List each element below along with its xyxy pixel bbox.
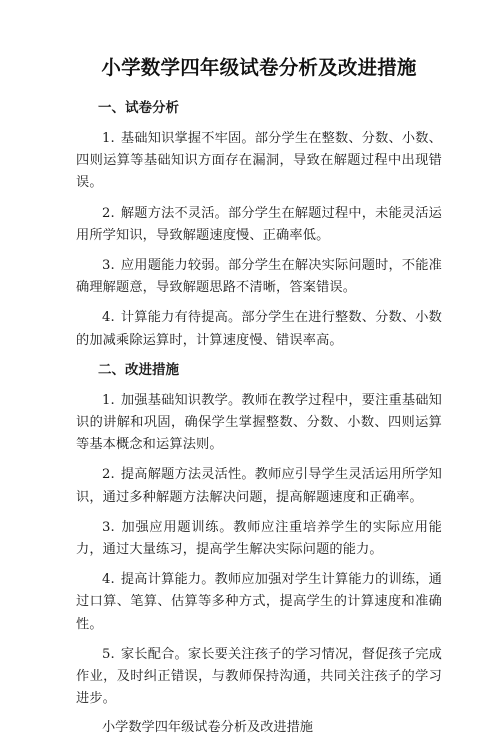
paragraph	[76, 644, 442, 711]
paragraph	[76, 307, 442, 351]
footer-title: 小学数学四年级试卷分析及改进措施	[102, 720, 313, 736]
paragraph-text: 提高计算能力。教师应加强对学生计算能力的训练，通过口算、笔算、估算等多种方式，提高学生的计算速度和准确性。	[76, 572, 442, 632]
paragraph	[76, 255, 442, 299]
paragraph	[76, 464, 442, 508]
paragraph-text: 家长配合。家长要关注孩子的学习情况，督促孩子完成作业，及时纠正错误，与教师保持沟通，共同关注孩子的学习进步。	[76, 646, 442, 707]
item-number: 4.	[102, 572, 115, 588]
section-analysis	[76, 98, 442, 352]
section-heading: 二、改进措施	[98, 361, 179, 378]
item-number: 1.	[102, 131, 115, 146]
paragraph-text: 加强基础知识教学。教师在教学过程中，要注重基础知识的讲解和巩固，确保学生掌握整数、分数、小数、四则运算等基本概念和运算法则。	[76, 392, 442, 453]
paragraph	[76, 569, 442, 636]
paragraph-text: 应用题能力较弱。部分学生在解决实际问题时，不能准确理解题意，导致解题思路不清晰，答案错误。	[76, 258, 442, 296]
section-improvements	[76, 360, 442, 711]
paragraph-text: 计算能力有待提高。部分学生在进行整数、分数、小数的加减乘除运算时，计算速度慢、错误率高。	[76, 310, 442, 348]
item-number: 2.	[102, 205, 115, 221]
item-number: 5.	[102, 646, 115, 662]
item-number: 3.	[102, 258, 115, 274]
paragraph	[76, 517, 442, 561]
paragraph-text: 加强应用题训练。教师应注重培养学生的实际应用能力，通过大量练习，提高学生解决实际问题的能力。	[76, 519, 442, 558]
section-heading: 一、试卷分析	[98, 100, 179, 116]
document-title: 小学数学四年级试卷分析及改进措施	[101, 56, 417, 79]
paragraph	[76, 203, 442, 247]
item-number: 4.	[102, 310, 115, 326]
item-number: 1.	[102, 392, 115, 408]
paragraph-text: 基础知识掌握不牢固。部分学生在整数、分数、小数、四则运算等基础知识方面存在漏洞，导致在解题过程中出现错误。	[76, 131, 442, 191]
paragraph-text: 提高解题方法灵活性。教师应引导学生灵活运用所学知识，通过多种解题方法解决问题，提高解题速度和正确率。	[76, 467, 442, 505]
item-number: 2.	[102, 467, 115, 483]
paragraph	[76, 128, 442, 195]
item-number: 3.	[102, 519, 115, 535]
paragraph	[76, 390, 442, 457]
paragraph-text: 解题方法不灵活。部分学生在解题过程中，未能灵活运用所学知识，导致解题速度慢、正确率低。	[76, 205, 442, 243]
